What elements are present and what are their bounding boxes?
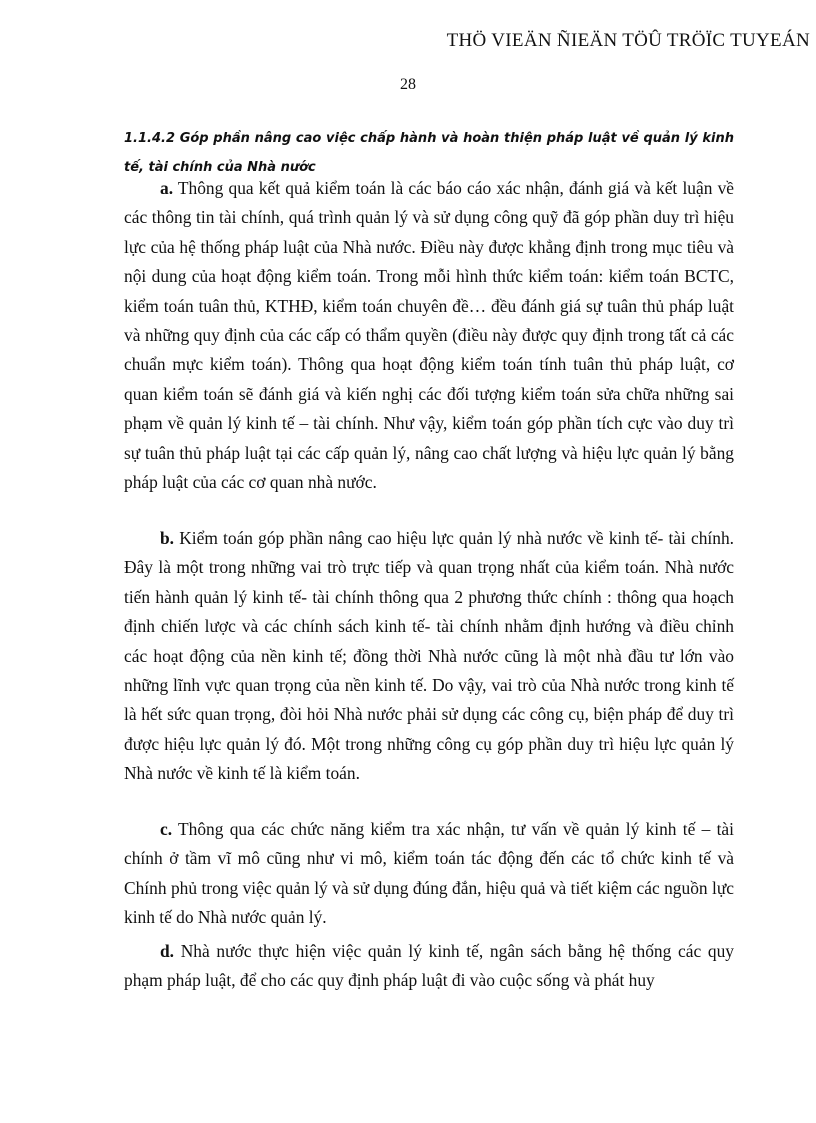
section-heading: 1.1.4.2 Góp phần nâng cao việc chấp hành và hoàn thiện pháp luật về quản lý kinh tế, tài chính của Nhà nước [124,131,734,175]
paragraph-d [124,937,734,996]
paragraph-a [124,174,734,497]
paragraph-text: Thông qua các chức năng kiểm tra xác nhận, tư vấn về quản lý kinh tế – tài chính ở tầm vĩ mô cũng như vi mô, kiểm toán tác động đến các tổ chức kinh tế và Chính phủ trong việc quản lý và sử dụng đúng đắn, hiệu quả và tiết kiệm các nguồn lực kinh tế do Nhà nước quản lý. [124,819,734,928]
paragraph-b [124,524,734,789]
paragraph-label: d. [160,941,175,961]
running-header: THÖ VIEÄN ÑIEÄN TÖÛ TRÖÏC TUYEÁN [446,30,810,51]
paragraph-label: b. [160,528,175,548]
paragraph-label: a. [160,178,174,198]
paragraph-text: Kiểm toán góp phần nâng cao hiệu lực quản lý nhà nước về kinh tế- tài chính. Đây là một trong những vai trò trực tiếp và quan trọng nhất của kiểm toán. Nhà nước tiến hành quản lý kinh tế- tài chính thông qua 2 phương thức chính : thông qua hoạch định chiến lược và các chính sách kinh tế- tài chính nhằm định hướng và điều chỉnh các hoạt động của nền kinh tế; đồng thời Nhà nước cũng là một nhà đầu tư lớn vào những lĩnh vực quan trọng của nền kinh tế. Do vậy, vai trò của Nhà nước trong kinh tế là hết sức quan trọng, đòi hỏi Nhà nước phải sử dụng các công cụ, biện pháp để duy trì được hiệu lực quản lý đó. Một trong những công cụ góp phần duy trì hiệu lực quản lý Nhà nước về kinh tế là kiểm toán. [124,528,734,784]
paragraph-label: c. [160,819,173,839]
paragraph-text: Thông qua kết quả kiểm toán là các báo cáo xác nhận, đánh giá và kết luận về các thông tin tài chính, quá trình quản lý và sử dụng công quỹ đã góp phần duy trì hiệu lực của hệ thống pháp luật của Nhà nước. Điều này được khẳng định trong mục tiêu và nội dung của hoạt động kiểm toán. Trong mỗi hình thức kiểm toán: kiểm toán BCTC, kiểm toán tuân thủ, KTHĐ, kiểm toán chuyên đề… đều đánh giá sự tuân thủ pháp luật và những quy định của các cấp có thẩm quyền (điều này được quy định trong tất cả các chuẩn mực kiểm toán). Thông qua hoạt động kiểm toán tính tuân thủ pháp luật, cơ quan kiểm toán sẽ đánh giá và kiến nghị các đối tượng kiểm toán sửa chữa những sai phạm về quản lý kinh tế – tài chính. Như vậy, kiểm toán góp phần tích cực vào duy trì sự tuân thủ pháp luật tại các cấp quản lý, nâng cao chất lượng và hiệu lực quản lý bằng pháp luật của các cơ quan nhà nước. [124,178,734,493]
paragraph-text: Nhà nước thực hiện việc quản lý kinh tế, ngân sách bằng hệ thống các quy phạm pháp luật, để cho các quy định pháp luật đi vào cuộc sống và phát huy [124,941,734,991]
paragraph-c [124,815,734,933]
page-number: 28 [400,76,416,93]
